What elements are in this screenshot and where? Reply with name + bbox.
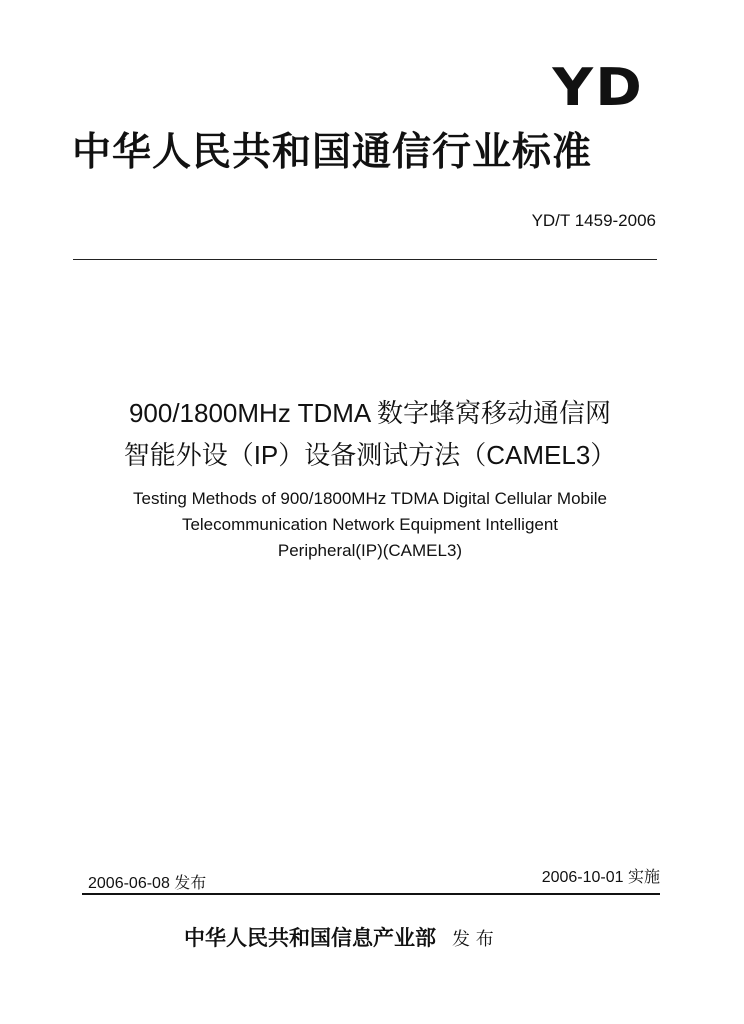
english-title-line-2: Telecommunication Network Equipment Intelligent — [181, 515, 559, 534]
standard-category-heading: 中华人民共和国通信行业标准 — [72, 130, 593, 175]
publisher-name: 中华人民共和国信息产业部 — [184, 926, 436, 950]
publisher-suffix: 发 布 — [452, 929, 494, 950]
issue-date: 2006-06-08 发布 — [88, 875, 207, 892]
footer-divider — [82, 893, 660, 895]
chinese-title-line-2: 智能外设（IP）设备测试方法（CAMEL3） — [123, 440, 617, 470]
chinese-title — [70, 392, 670, 476]
english-title-line-1: Testing Methods of 900/1800MHz TDMA Digital Cellular Mobile — [132, 489, 608, 508]
english-title-line-3: Peripheral(IP)(CAMEL3) — [277, 541, 463, 560]
english-title — [60, 486, 680, 564]
chinese-title-line-1: 900/1800MHz TDMA 数字蜂窝移动通信网 — [128, 398, 612, 428]
implementation-date: 2006-10-01 实施 — [541, 869, 660, 886]
publisher-line — [184, 924, 494, 954]
standard-number: YD/T 1459-2006 — [531, 211, 656, 230]
yd-logo: YD — [552, 58, 644, 118]
header-divider — [73, 259, 657, 260]
